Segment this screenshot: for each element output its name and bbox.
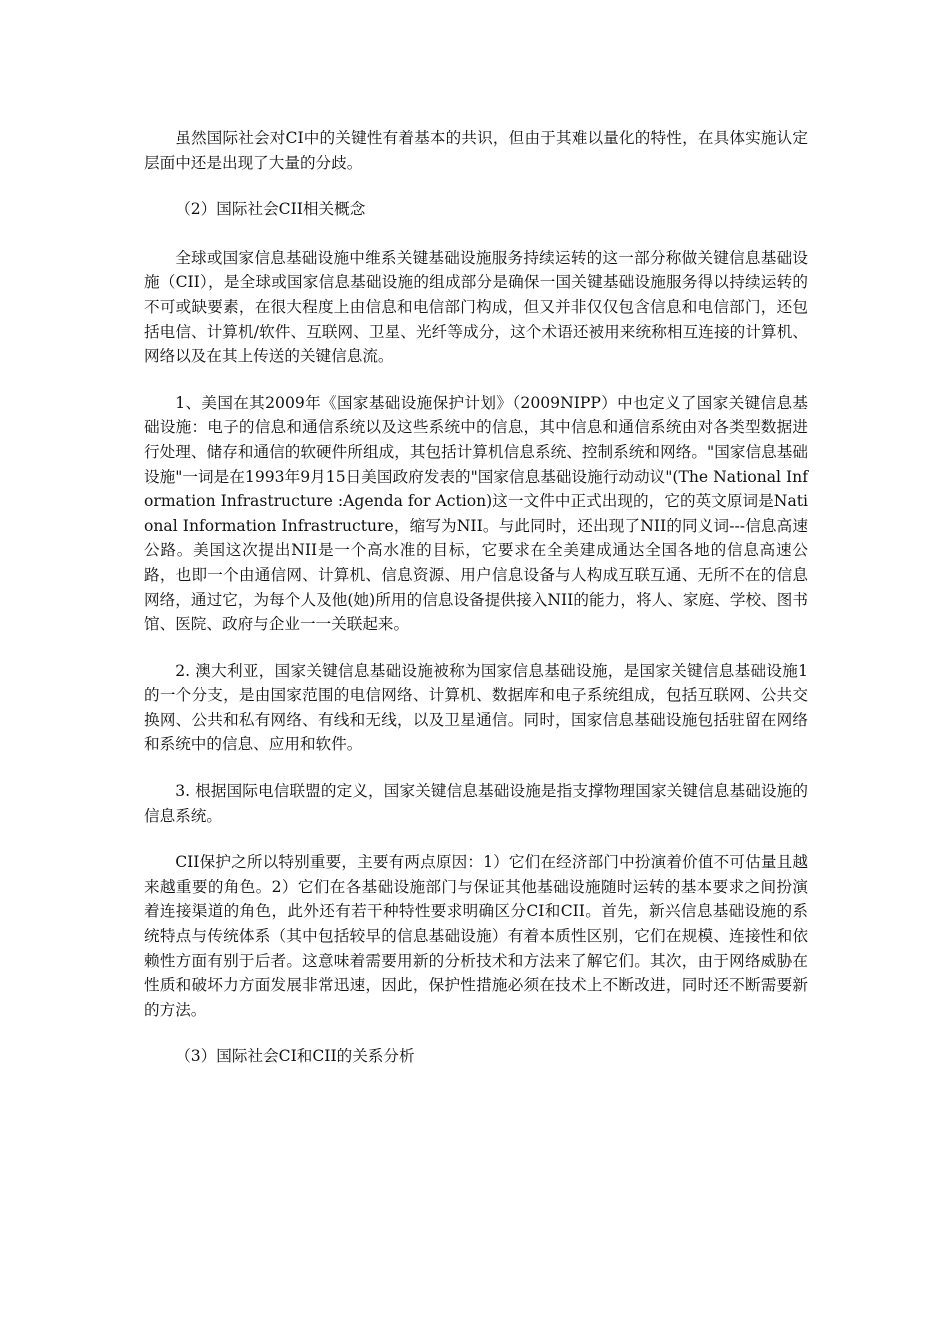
paragraph-ci-consensus: 虽然国际社会对CI中的关键性有着基本的共识，但由于其难以量化的特性，在具体实施认定层面中还是出现了大量的分歧。 [144, 129, 808, 172]
document-page [144, 126, 808, 1093]
paragraph-cii-definition: 全球或国家信息基础设施中维系关键基础设施服务持续运转的这一部分称做关键信息基础设施（CII），是全球或国家信息基础设施的组成部分是确保一国关键基础设施服务得以持续运转的不可或缺要素，在很大程度上由信息和电信部门构成，但又并非仅仅包含信息和电信部门，还包括电信、计算机/软件、互联网、卫星、光纤等成分，这个术语还被用来统称相互连接的计算机、网络以及在其上传送的关键信息流。 [144, 248, 808, 366]
section-heading-ci-cii-relation: （3）国际社会CI和CII的关系分析 [175, 1047, 415, 1066]
paragraph-australia: 2. 澳大利亚，国家关键信息基础设施被称为国家信息基础设施，是国家关键信息基础设施1的一个分支，是由国家范围的电信网络、计算机、数据库和电子系统组成，包括互联网、公共交换网、公共和私有网络、有线和无线，以及卫星通信。同时，国家信息基础设施包括驻留在网络和系统中的信息、应用和软件。 [144, 661, 808, 754]
paragraph-itu-definition: 3. 根据国际电信联盟的定义，国家关键信息基础设施是指支撑物理国家关键信息基础设施的信息系统。 [144, 782, 808, 825]
section-heading-cii-concept: （2）国际社会CII相关概念 [175, 200, 366, 219]
paragraph-usa-nii: 1、美国在其2009年《国家基础设施保护计划》（2009NIPP）中也定义了国家关键信息基础设施：电子的信息和通信系统以及这些系统中的信息，其中信息和通信系统由对各类型数据进行处理、储存和通信的软硬件所组成，其包括计算机信息系统、控制系统和网络。"国家信息基础设施"一词是在1993年9月15日美国政府发表的"国家信息基础设施行动动议"(The National Information Infrastructure :Agenda for Action)这一文件中正式出现的，它的英文原词是National Information Infrastructure，缩写为NII。与此同时，还出现了NII的同义词---信息高速公路。美国这次提出NII是一个高水准的目标，它要求在全美建成通达全国各地的信息高速公路，也即一个由通信网、计算机、信息资源、用户信息设备与人构成互联互通、无所不在的信息网络，通过它，为每个人及他(她)所用的信息设备提供接入NII的能力，将人、家庭、学校、图书馆、医院、政府与企业一一关联起来。 [144, 393, 808, 634]
paragraph-cii-importance: CII保护之所以特别重要，主要有两点原因：1）它们在经济部门中扮演着价值不可估量且越来越重要的角色。2）它们在各基础设施部门与保证其他基础设施随时运转的基本要求之间扮演着连接渠道的角色，此外还有若干种特性要求明确区分CI和CII。首先，新兴信息基础设施的系统特点与传统体系（其中包括较早的信息基础设施）有着本质性区别，它们在规模、连接性和依赖性方面有别于后者。这意味着需要用新的分析技术和方法来了解它们。其次，由于网络威胁在性质和破坏力方面发展非常迅速，因此，保护性措施必须在技术上不断改进，同时还不断需要新的方法。 [144, 853, 808, 1019]
